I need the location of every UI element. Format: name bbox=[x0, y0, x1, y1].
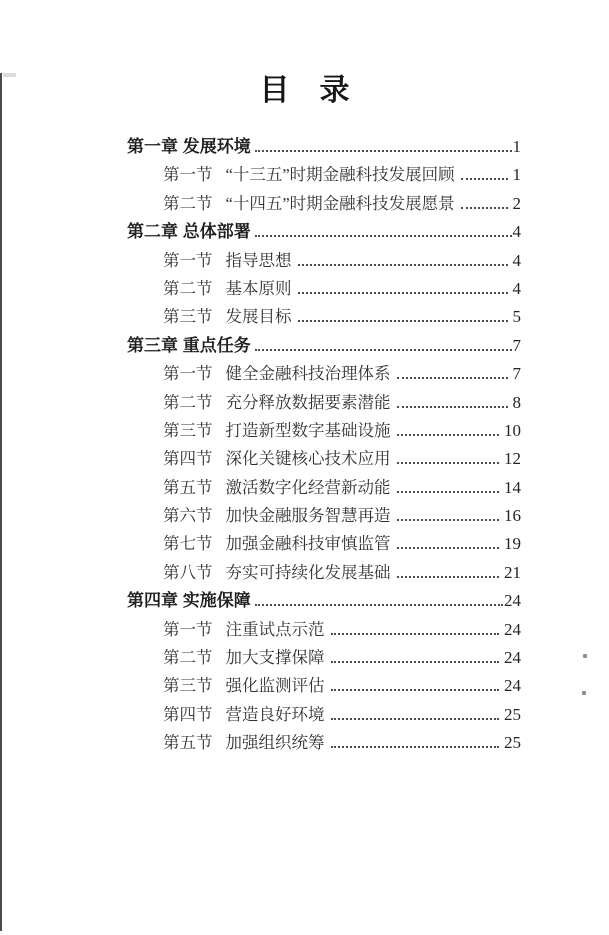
dot-leader bbox=[461, 207, 508, 209]
toc-entry bbox=[127, 332, 521, 360]
toc-entry bbox=[127, 303, 521, 331]
toc-entry-page-number: 14 bbox=[504, 477, 521, 497]
toc-entry-label: 基本原则 bbox=[225, 278, 292, 298]
dot-leader bbox=[298, 292, 508, 294]
scanned-document-page bbox=[0, 73, 609, 935]
scan-speck bbox=[583, 654, 587, 658]
toc-entry-label: 第二章 总体部署 bbox=[127, 222, 251, 242]
toc-entry bbox=[127, 275, 521, 303]
toc-entry-section-number: 第五节 bbox=[163, 477, 213, 497]
toc-entry bbox=[127, 360, 521, 388]
toc-entry-section-number: 第一节 bbox=[163, 364, 213, 384]
toc-entry-page-number: 24 bbox=[504, 648, 521, 668]
toc-entry-label: 指导思想 bbox=[225, 250, 292, 270]
toc-entry bbox=[127, 729, 521, 757]
toc-entry bbox=[127, 587, 521, 615]
toc-entry-label: “十三五”时期金融科技发展回顾 bbox=[225, 165, 455, 185]
toc-entry-section-number: 第三节 bbox=[163, 420, 213, 440]
dot-leader bbox=[397, 434, 500, 436]
toc-entry-page-number: 24 bbox=[504, 591, 521, 611]
toc-entry-label: 第四章 实施保障 bbox=[127, 591, 251, 611]
dot-leader bbox=[255, 150, 512, 152]
toc-entry bbox=[127, 644, 521, 672]
toc-entry bbox=[127, 389, 521, 417]
toc-entry bbox=[127, 502, 521, 530]
toc-entry-label: 注重试点示范 bbox=[225, 619, 325, 639]
toc-entry-section-number: 第三节 bbox=[163, 676, 213, 696]
toc-entry-page-number: 7 bbox=[512, 335, 521, 355]
toc-entry bbox=[127, 672, 521, 700]
dot-leader bbox=[397, 491, 500, 493]
toc-entry-label: 加快金融服务智慧再造 bbox=[225, 506, 391, 526]
toc-entry-label: 第一章 发展环境 bbox=[127, 137, 251, 156]
scan-edge-line bbox=[0, 73, 2, 931]
dot-leader bbox=[331, 718, 500, 720]
toc-entry-section-number: 第二节 bbox=[163, 648, 213, 668]
toc-entry-section-number: 第一节 bbox=[163, 250, 213, 270]
dot-leader bbox=[331, 661, 500, 663]
toc-entry-label: 充分释放数据要素潜能 bbox=[225, 392, 391, 412]
dot-leader bbox=[397, 377, 508, 379]
toc-entry-page-number: 21 bbox=[504, 562, 521, 582]
toc-entry-page-number: 8 bbox=[512, 392, 521, 412]
scan-corner-smudge bbox=[3, 73, 16, 77]
dot-leader bbox=[331, 689, 500, 691]
toc-entry bbox=[127, 559, 521, 587]
dot-leader bbox=[461, 178, 508, 180]
table-of-contents bbox=[127, 133, 521, 758]
toc-entry-section-number: 第三节 bbox=[163, 307, 213, 327]
toc-entry-label: 夯实可持续化发展基础 bbox=[225, 562, 391, 582]
toc-entry-label: 营造良好环境 bbox=[225, 704, 325, 724]
dot-leader bbox=[298, 320, 508, 322]
toc-entry bbox=[127, 530, 521, 558]
toc-entry-page-number: 4 bbox=[512, 222, 521, 242]
toc-entry-label: 第三章 重点任务 bbox=[127, 335, 251, 355]
toc-entry-label: 深化关键核心技术应用 bbox=[225, 449, 391, 469]
scan-speck bbox=[582, 691, 586, 695]
toc-entry-page-number: 1 bbox=[512, 137, 521, 156]
dot-leader bbox=[255, 349, 512, 351]
dot-leader bbox=[397, 406, 508, 408]
toc-entry-page-number: 19 bbox=[504, 534, 521, 554]
dot-leader bbox=[255, 604, 503, 606]
toc-entry-page-number: 12 bbox=[504, 449, 521, 469]
page-title: 目 录 bbox=[259, 74, 350, 107]
toc-entry-label: 加强金融科技审慎监管 bbox=[225, 534, 391, 554]
toc-entry-section-number: 第八节 bbox=[163, 562, 213, 582]
toc-entry-page-number: 2 bbox=[512, 193, 521, 213]
toc-entry-section-number: 第一节 bbox=[163, 165, 213, 185]
dot-leader bbox=[298, 264, 508, 266]
toc-entry-page-number: 24 bbox=[504, 619, 521, 639]
dot-leader bbox=[255, 235, 512, 237]
toc-entry bbox=[127, 247, 521, 275]
dot-leader bbox=[397, 462, 500, 464]
toc-entry-label: “十四五”时期金融科技发展愿景 bbox=[225, 193, 455, 213]
toc-entry-label: 加强组织统筹 bbox=[225, 733, 325, 753]
toc-entry-page-number: 1 bbox=[512, 165, 521, 185]
toc-entry-section-number: 第二节 bbox=[163, 193, 213, 213]
toc-entry bbox=[127, 445, 521, 473]
toc-entry-label: 发展目标 bbox=[225, 307, 292, 327]
toc-entry-page-number: 4 bbox=[512, 278, 521, 298]
toc-entry bbox=[127, 474, 521, 502]
toc-entry-page-number: 5 bbox=[512, 307, 521, 327]
toc-entry bbox=[127, 190, 521, 218]
dot-leader bbox=[397, 576, 500, 578]
toc-entry bbox=[127, 133, 521, 161]
toc-entry-section-number: 第二节 bbox=[163, 392, 213, 412]
toc-entry-label: 加大支撑保障 bbox=[225, 648, 325, 668]
toc-entry-section-number: 第五节 bbox=[163, 733, 213, 753]
toc-entry-page-number: 16 bbox=[504, 506, 521, 526]
toc-entry bbox=[127, 161, 521, 189]
dot-leader bbox=[397, 519, 500, 521]
toc-entry bbox=[127, 218, 521, 246]
toc-entry-section-number: 第四节 bbox=[163, 704, 213, 724]
dot-leader bbox=[397, 547, 500, 549]
toc-entry-page-number: 10 bbox=[504, 420, 521, 440]
toc-entry bbox=[127, 417, 521, 445]
toc-entry-section-number: 第二节 bbox=[163, 278, 213, 298]
dot-leader bbox=[331, 633, 500, 635]
toc-entry bbox=[127, 701, 521, 729]
toc-entry-label: 强化监测评估 bbox=[225, 676, 325, 696]
toc-entry-page-number: 24 bbox=[504, 676, 521, 696]
toc-entry-page-number: 4 bbox=[512, 250, 521, 270]
toc-entry-label: 激活数字化经营新动能 bbox=[225, 477, 391, 497]
dot-leader bbox=[331, 746, 500, 748]
toc-entry-page-number: 7 bbox=[512, 364, 521, 384]
toc-entry-section-number: 第四节 bbox=[163, 449, 213, 469]
toc-entry-page-number: 25 bbox=[504, 704, 521, 724]
toc-entry-label: 健全金融科技治理体系 bbox=[225, 364, 391, 384]
toc-entry bbox=[127, 616, 521, 644]
toc-entry-section-number: 第一节 bbox=[163, 619, 213, 639]
toc-entry-section-number: 第六节 bbox=[163, 506, 213, 526]
toc-entry-section-number: 第七节 bbox=[163, 534, 213, 554]
toc-entry-page-number: 25 bbox=[504, 733, 521, 753]
toc-entry-label: 打造新型数字基础设施 bbox=[225, 420, 391, 440]
